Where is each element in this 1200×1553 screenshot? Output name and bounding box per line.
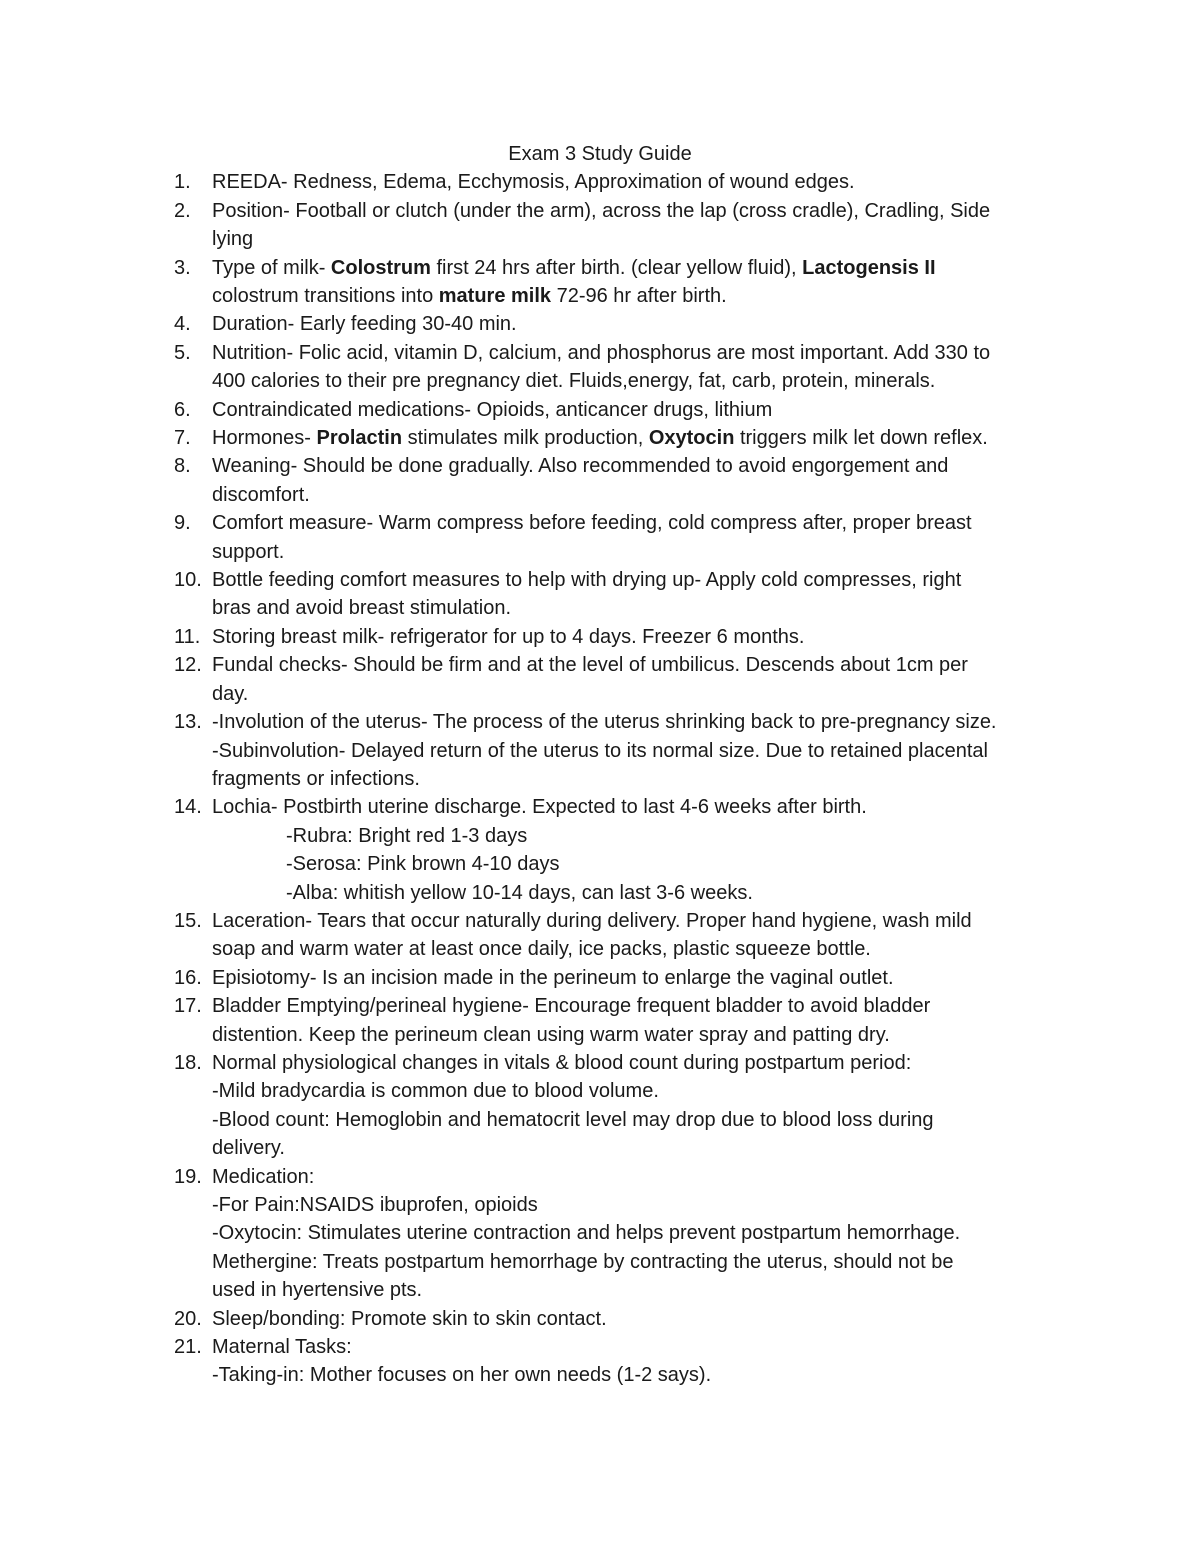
item-line: -Subinvolution- Delayed return of the uterus to its normal size. Due to retained placental	[212, 739, 988, 762]
list-item	[174, 964, 1064, 992]
study-guide-list	[174, 168, 1064, 1389]
list-item	[174, 339, 1064, 396]
item-number: 11.	[174, 625, 201, 648]
list-item	[174, 197, 1064, 254]
item-line: support.	[212, 540, 285, 563]
item-number: 10.	[174, 569, 202, 592]
item-line: Laceration- Tears that occur naturally during delivery. Proper hand hygiene, wash mild	[212, 909, 972, 932]
item-line: fragments or infections.	[212, 767, 420, 790]
item-line: Medication:	[212, 1165, 315, 1188]
bold-term: Oxytocin	[648, 427, 735, 450]
list-item	[174, 509, 1064, 566]
list-item	[174, 168, 1064, 196]
item-text: first 24 hrs after birth. (clear yellow fluid),	[430, 256, 803, 279]
list-item	[174, 310, 1064, 338]
item-number: 7.	[174, 427, 191, 450]
item-number: 13.	[174, 711, 202, 734]
list-item	[174, 992, 1064, 1049]
item-line: used in hyertensive pts.	[212, 1279, 423, 1302]
item-number: 3.	[174, 256, 191, 279]
list-item	[174, 254, 1064, 311]
sub-item: -Serosa: Pink brown 4-10 days	[286, 853, 560, 876]
item-number: 5.	[174, 341, 191, 364]
item-number: 9.	[174, 512, 191, 535]
item-text: stimulates milk production,	[402, 427, 649, 450]
item-text: triggers milk let down reflex.	[734, 427, 988, 450]
item-line: Weaning- Should be done gradually. Also recommended to avoid engorgement and	[212, 455, 949, 478]
list-item	[174, 1305, 1064, 1333]
bold-term: Prolactin	[316, 427, 403, 450]
list-item	[174, 452, 1064, 509]
item-text: REEDA- Redness, Edema, Ecchymosis, Approximation of wound edges.	[212, 171, 855, 194]
sub-item: -Rubra: Bright red 1-3 days	[286, 824, 528, 847]
item-number: 8.	[174, 455, 191, 478]
item-line: Maternal Tasks:	[212, 1336, 352, 1359]
item-line: 400 calories to their pre pregnancy diet. Fluids,energy, fat, carb, protein, minerals.	[212, 370, 936, 393]
item-text: Storing breast milk- refrigerator for up to 4 days. Freezer 6 months.	[212, 625, 805, 648]
item-number: 20.	[174, 1307, 202, 1330]
item-line: discomfort.	[212, 483, 310, 506]
item-line: Bladder Emptying/perineal hygiene- Encourage frequent bladder to avoid bladder	[212, 995, 931, 1018]
item-text: 72-96 hr after birth.	[551, 285, 727, 308]
item-text: Hormones-	[212, 427, 317, 450]
sub-item: -Alba: whitish yellow 10-14 days, can last 3-6 weeks.	[286, 881, 753, 904]
list-item	[174, 1049, 1064, 1163]
list-item	[174, 623, 1064, 651]
document-title: Exam 3 Study Guide	[508, 143, 692, 165]
item-line: lying	[212, 228, 254, 251]
item-number: 18.	[174, 1051, 202, 1074]
item-number: 16.	[174, 966, 202, 989]
item-line	[212, 424, 1064, 452]
list-item	[174, 793, 1064, 907]
item-line: -Involution of the uterus- The process of the uterus shrinking back to pre-pregnancy size.	[212, 711, 997, 734]
item-number: 6.	[174, 398, 191, 421]
item-line: Lochia- Postbirth uterine discharge. Expected to last 4-6 weeks after birth.	[212, 796, 867, 819]
list-item	[174, 396, 1064, 424]
list-item	[174, 1333, 1064, 1390]
item-number: 19.	[174, 1165, 202, 1188]
bold-term: Colostrum	[330, 256, 431, 279]
item-line: bras and avoid breast stimulation.	[212, 597, 512, 620]
item-number: 17.	[174, 995, 202, 1018]
item-text: Sleep/bonding: Promote skin to skin contact.	[212, 1307, 607, 1330]
item-text: Contraindicated medications- Opioids, anticancer drugs, lithium	[212, 398, 773, 421]
item-text: Duration- Early feeding 30-40 min.	[212, 313, 517, 336]
item-text: Episiotomy- Is an incision made in the perineum to enlarge the vaginal outlet.	[212, 966, 894, 989]
item-line: Methergine: Treats postpartum hemorrhage by contracting the uterus, should not be	[212, 1250, 954, 1273]
list-item	[174, 1163, 1064, 1305]
item-number: 14.	[174, 796, 202, 819]
list-item	[174, 708, 1064, 793]
bold-term: Lactogensis II	[802, 256, 936, 279]
item-line: Comfort measure- Warm compress before feeding, cold compress after, proper breast	[212, 512, 972, 535]
item-line: -Oxytocin: Stimulates uterine contraction and helps prevent postpartum hemorrhage.	[212, 1222, 961, 1245]
item-number: 4.	[174, 313, 191, 336]
item-number: 12.	[174, 654, 202, 677]
item-line	[212, 282, 1064, 310]
item-line: Fundal checks- Should be firm and at the level of umbilicus. Descends about 1cm per	[212, 654, 968, 677]
item-number: 2.	[174, 199, 191, 222]
item-text: colostrum transitions into	[212, 285, 439, 308]
item-number: 15.	[174, 909, 202, 932]
item-line: distention. Keep the perineum clean using warm water spray and patting dry.	[212, 1023, 890, 1046]
item-line: -For Pain:NSAIDS ibuprofen, opioids	[212, 1194, 538, 1217]
item-line: -Taking-in: Mother focuses on her own needs (1-2 says).	[212, 1364, 712, 1387]
item-line: Normal physiological changes in vitals & blood count during postpartum period:	[212, 1051, 912, 1074]
item-line: Bottle feeding comfort measures to help with drying up- Apply cold compresses, right	[212, 569, 962, 592]
item-line: -Mild bradycardia is common due to blood volume.	[212, 1080, 659, 1103]
list-item	[174, 651, 1064, 708]
item-line: delivery.	[212, 1137, 285, 1160]
item-line: -Blood count: Hemoglobin and hematocrit level may drop due to blood loss during	[212, 1108, 934, 1131]
item-text: Type of milk-	[212, 256, 331, 279]
item-line: Position- Football or clutch (under the arm), across the lap (cross cradle), Cradling, Side	[212, 199, 991, 222]
list-item	[174, 907, 1064, 964]
item-number: 1.	[174, 171, 191, 194]
item-number: 21.	[174, 1336, 202, 1359]
item-line: day.	[212, 682, 249, 705]
list-item	[174, 424, 1064, 452]
list-item	[174, 566, 1064, 623]
item-line	[212, 254, 1064, 282]
item-line: soap and warm water at least once daily, ice packs, plastic squeeze bottle.	[212, 938, 871, 961]
bold-term: mature milk	[438, 285, 552, 308]
item-line: Nutrition- Folic acid, vitamin D, calcium, and phosphorus are most important. Add 330 to	[212, 341, 991, 364]
